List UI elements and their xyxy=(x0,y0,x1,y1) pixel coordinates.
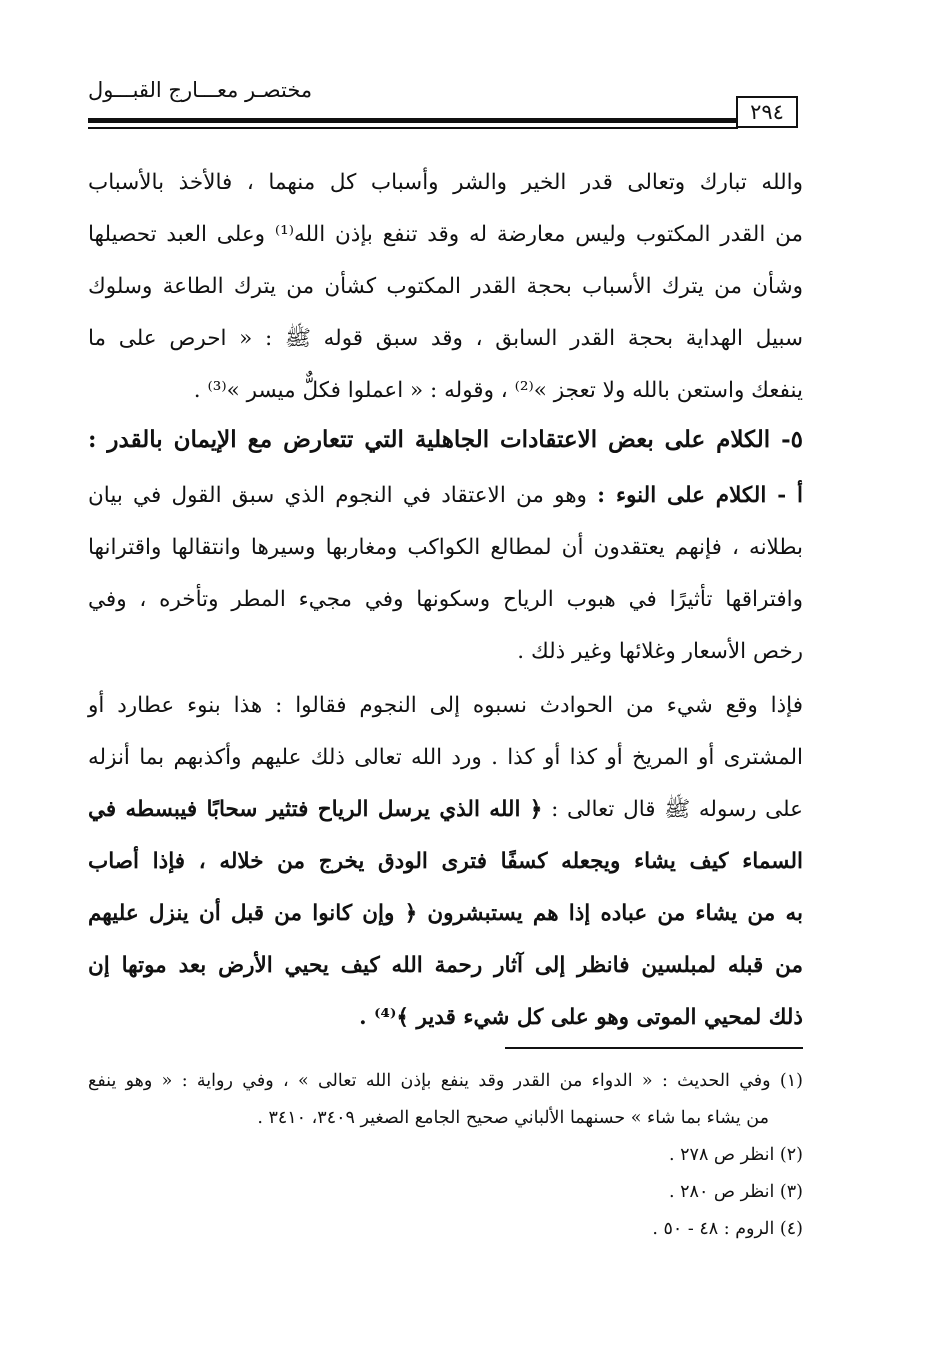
section-heading-block xyxy=(88,414,803,466)
book-title: مختصـر معـــارج القبـــول xyxy=(88,78,313,102)
footnote-1-continued: من يشاء بما شاء » حسنهما الألباني صحيح الجامع الصغير ٣٤٠٩، ٣٤١٠ . xyxy=(257,1108,769,1128)
text-line: بطلانه ، فإنهم يعتقدون أن لمطالع الكواكب ومغاربها وسيرها وانتقالها واقترانها xyxy=(88,535,803,560)
footnote-3: (٣) انظر ص ٢٨٠ . xyxy=(669,1182,803,1202)
paragraph-3 xyxy=(88,680,803,1044)
header-rule-thin xyxy=(88,127,738,129)
subheading-label: أ - الكلام على النوء : xyxy=(597,483,803,508)
footnote-separator xyxy=(505,1047,803,1049)
page-number: ٢٩٤ xyxy=(736,96,798,128)
text-line: وافتراقها تأثيرًا في هبوب الرياح وسكونها وفي مجيء المطر وتأخره ، وفي xyxy=(88,587,803,612)
quran-verse-line: به من يشاء من عباده إذا هم يستبشرون ﴿ وإن كانوا من قبل أن ينزل عليهم xyxy=(88,901,803,926)
text-line: وشأن من يترك الأسباب بحجة القدر المكتوب كشأن من يترك الطاعة وسلوك xyxy=(88,274,803,299)
quran-verse-line: السماء كيف يشاء ويجعله كسفًا فترى الودق يخرج من خلاله ، فإذا أصاب xyxy=(88,849,803,874)
section-heading: ٥- الكلام على بعض الاعتقادات الجاهلية التي تتعارض مع الإيمان بالقدر : xyxy=(88,426,803,453)
text-line: من القدر المكتوب وليس معارضة له وقد تنفع بإذن الله⁽¹⁾ وعلى العبد تحصيلها xyxy=(88,222,803,247)
text-line xyxy=(88,470,803,522)
page-header xyxy=(88,78,798,138)
quran-verse-line: من قبله لمبلسين فانظر إلى آثار رحمة الله كيف يحيي الأرض بعد موتها إن xyxy=(88,953,803,978)
text-line xyxy=(88,784,803,836)
text-span: وهو من الاعتقاد في النجوم الذي سبق القول في بيان xyxy=(88,483,587,508)
text-line: ينفعك واستعن بالله ولا تعجز »⁽²⁾ ، وقوله : « اعملوا فكلٌّ ميسر »⁽³⁾ . xyxy=(193,378,803,403)
text-span: على رسوله ﷺ قال تعالى : xyxy=(551,797,803,822)
paragraph-1 xyxy=(88,157,803,417)
text-line: فإذا وقع شيء من الحوادث نسبوه إلى النجوم فقالوا : هذا بنوء عطارد أو xyxy=(88,693,803,718)
text-line: والله تبارك وتعالى قدر الخير والشر وأسباب كل منهما ، فالأخذ بالأسباب xyxy=(88,170,803,195)
text-line: سبيل الهداية بحجة القدر السابق ، وقد سبق قوله ﷺ : « احرص على ما xyxy=(88,326,803,351)
text-line: رخص الأسعار وغلائها وغير ذلك . xyxy=(517,639,803,664)
quran-verse-line: ذلك لمحيي الموتى وهو على كل شيء قدير ﴾⁽⁴⁾ . xyxy=(359,1005,803,1030)
footnotes xyxy=(88,1063,803,1248)
header-rule-thick xyxy=(88,118,738,123)
footnote-2: (٢) انظر ص ٢٧٨ . xyxy=(669,1145,803,1165)
footnote-4: (٤) الروم : ٤٨ - ٥٠ . xyxy=(652,1219,803,1239)
paragraph-2 xyxy=(88,470,803,678)
text-line: المشترى أو المريخ أو كذا أو كذا . ورد الله تعالى ذلك عليهم وأكذبهم بما أنزله xyxy=(88,745,803,770)
quran-verse: ﴿ الله الذي يرسل الرياح فتثير سحابًا فيبسطه في xyxy=(88,797,543,822)
footnote-1: (١) وفي الحديث : « الدواء من القدر وقد ينفع بإذن الله تعالى » ، وفي رواية : « وهو ينفع xyxy=(88,1071,803,1091)
